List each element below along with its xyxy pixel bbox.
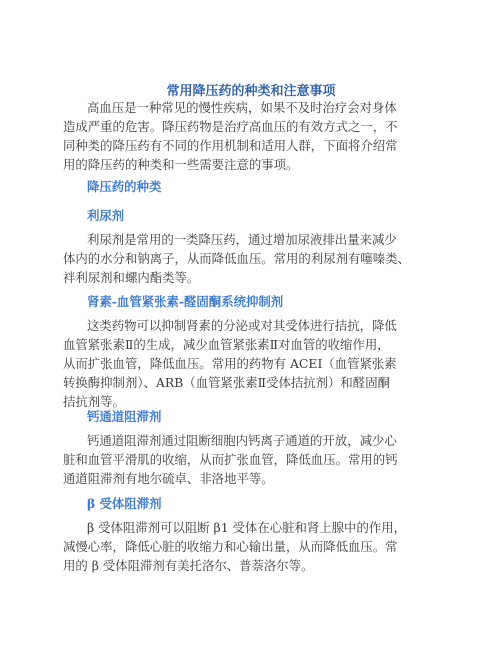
heading-diuretics: 利尿剂 [87, 208, 125, 223]
intro-line: 高血压是一种常见的慢性疾病，如果不及时治疗会对身体 [87, 100, 397, 115]
diuretics-paragraph [63, 230, 441, 287]
intro-line: 造成严重的危害。降压药物是治疗高血压的有效方式之一，不 [63, 119, 398, 134]
intro-line: 同种类的降压药有不同的作用机制和适用人群，下面将介绍常 [63, 138, 398, 153]
beta-line: 减慢心率，降低心脏的收缩力和心输出量，从而降低血压。常 [63, 539, 398, 554]
raas-line: 拮抗剂等。 [63, 394, 125, 409]
raas-paragraph [63, 316, 441, 411]
heading-calcium-channel-blockers: 钙通道阻滞剂 [87, 409, 162, 424]
diuretics-line: 利尿剂是常用的一类降压药，通过增加尿液排出量来减少 [87, 232, 397, 247]
intro-paragraph [63, 98, 441, 174]
beta-paragraph [63, 518, 441, 575]
ccb-paragraph [63, 431, 441, 488]
intro-line: 用的降压药的种类和一些需要注意的事项。 [63, 157, 299, 172]
diuretics-line: 袢利尿剂和螺内酯类等。 [63, 270, 200, 285]
raas-line: 血管紧张素Ⅱ的生成，减少血管紧张素Ⅱ对血管的收缩作用， [63, 337, 390, 352]
raas-line: 从而扩张血管，降低血压。常用的药物有 ACEI（血管紧张素 [63, 356, 397, 371]
ccb-line: 脏和血管平滑肌的收缩，从而扩张血管，降低血压。常用的钙 [63, 452, 398, 467]
heading-beta-blockers: β 受体阻滞剂 [87, 496, 162, 511]
heading-raas-inhibitors: 肾素-血管紧张素-醛固酮系统抑制剂 [87, 294, 284, 309]
ccb-line: 钙通道阻滞剂通过阻断细胞内钙离子通道的开放，减少心 [87, 433, 397, 448]
section-heading-types: 降压药的种类 [87, 179, 162, 194]
document-title: 常用降压药的种类和注意事项 [166, 84, 336, 99]
diuretics-line: 体内的水分和钠离子，从而降低血压。常用的利尿剂有噻嗪类、 [63, 251, 410, 266]
ccb-line: 通道阻滞剂有地尔硫卓、非洛地平等。 [63, 471, 274, 486]
beta-line: β 受体阻滞剂可以阻断 β1 受体在心脏和肾上腺中的作用， [87, 520, 407, 535]
raas-line: 这类药物可以抑制肾素的分泌或对其受体进行拮抗，降低 [87, 318, 397, 333]
beta-line: 用的 β 受体阻滞剂有美托洛尔、普萘洛尔等。 [63, 558, 314, 573]
raas-line: 转换酶抑制剂）、ARB（血管紧张素Ⅱ受体拮抗剂）和醛固酮 [63, 375, 390, 390]
